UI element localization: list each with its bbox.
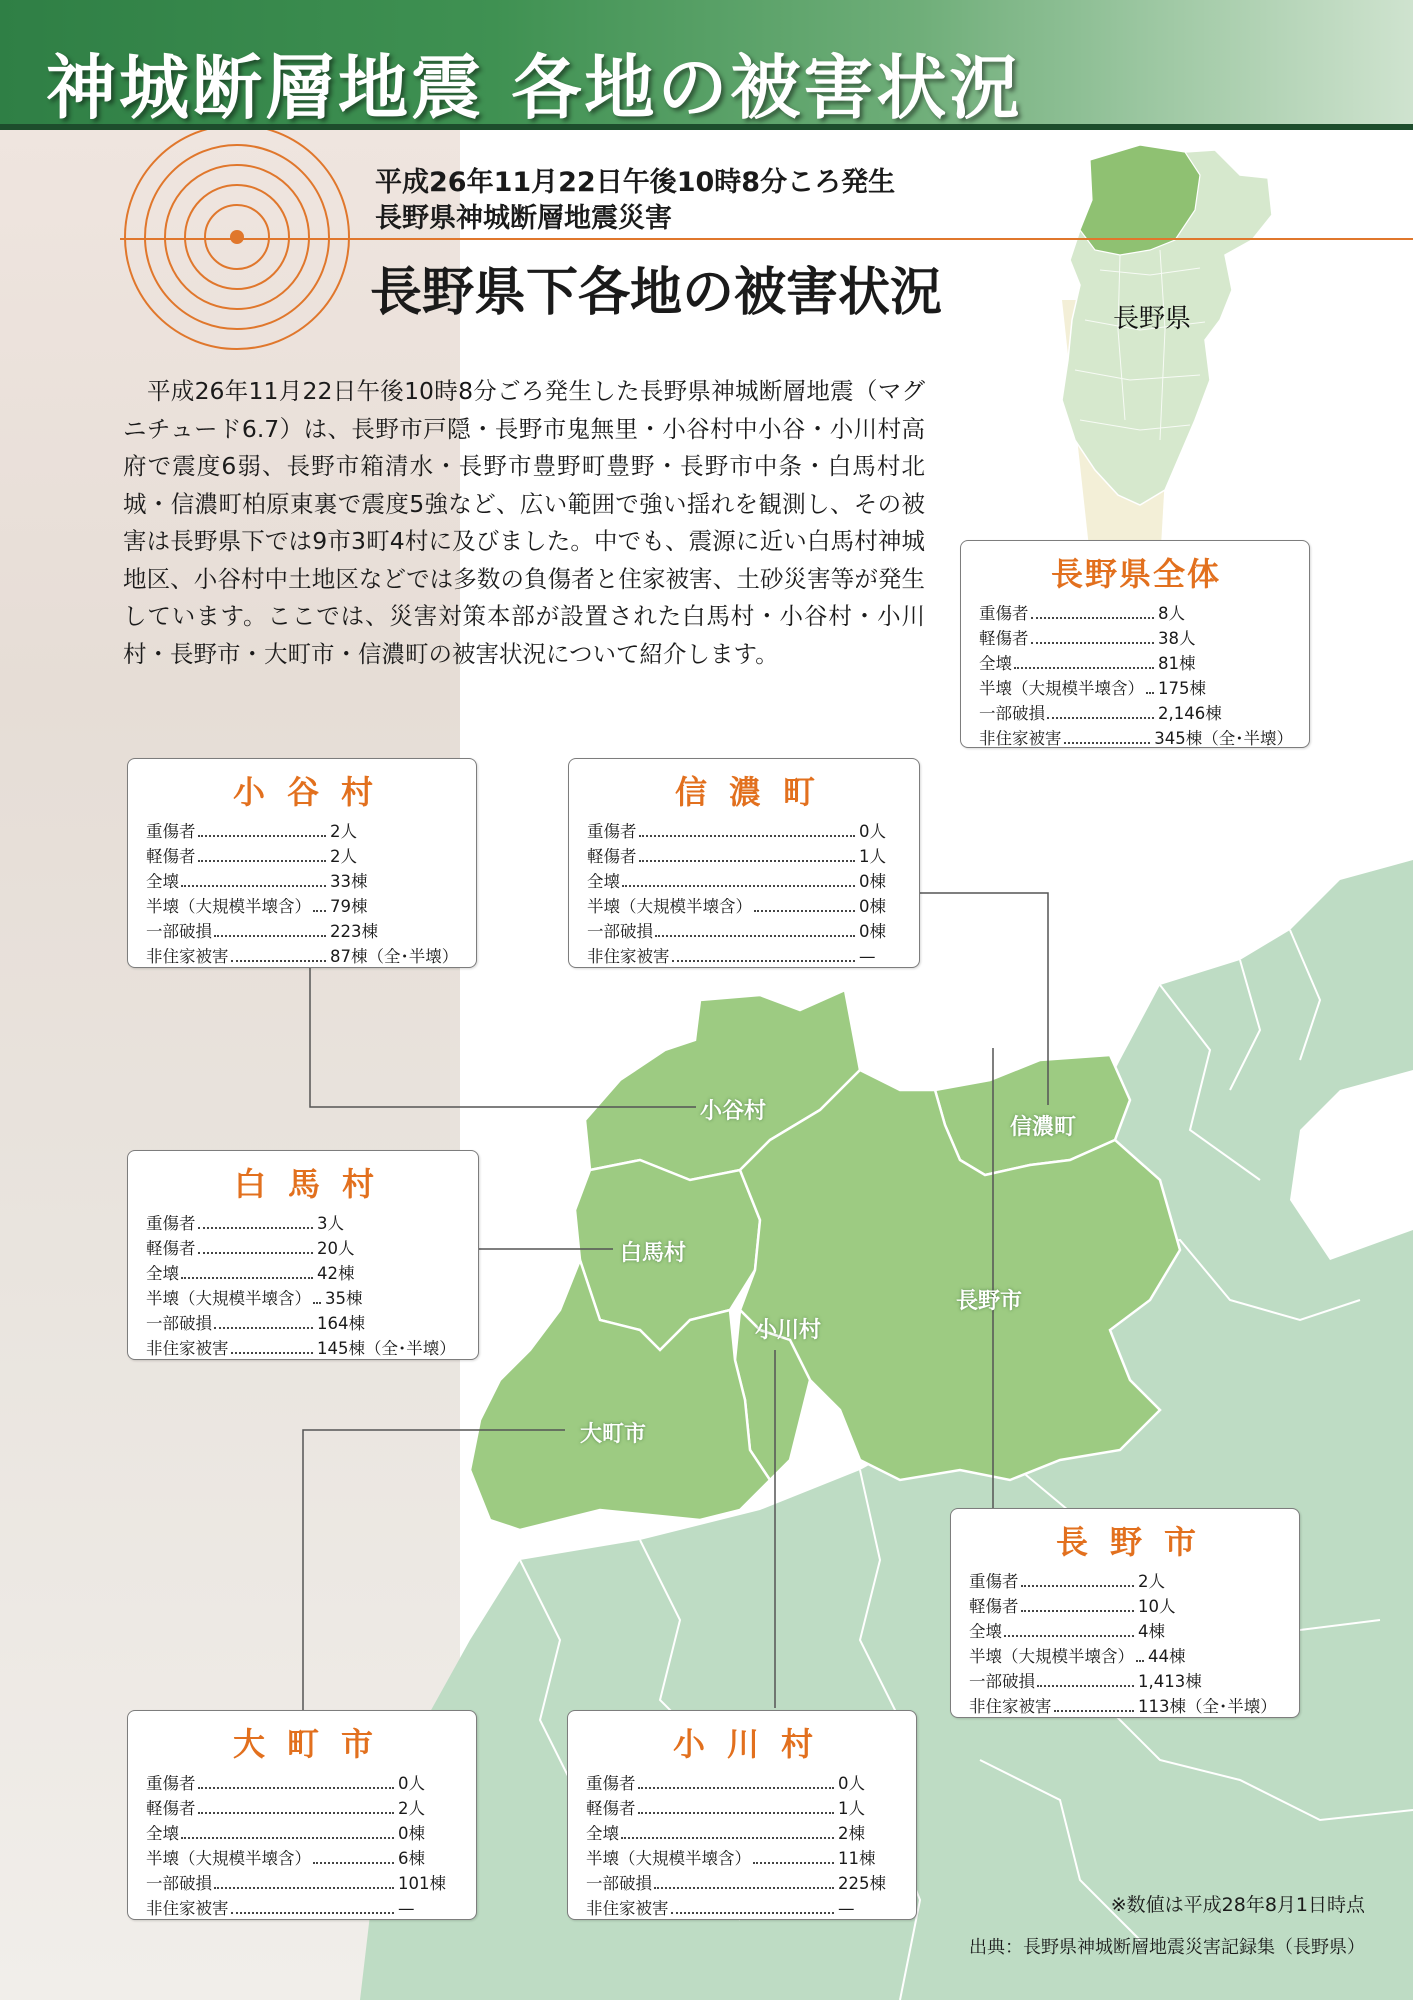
stat-row: 全壊 33棟 <box>146 872 368 891</box>
map-label-omachi: 大町市 <box>580 1422 647 1447</box>
damage-box-prefecture <box>960 540 1310 748</box>
stat-row: 一部破損 0棟 <box>587 922 886 941</box>
damage-box-hakuba <box>127 1150 479 1360</box>
box-title: 長野市 <box>1055 1523 1218 1561</box>
stat-row: 軽傷者 38人 <box>979 629 1196 648</box>
stat-row: 非住家被害 145棟（全･半壊） <box>146 1339 456 1358</box>
map-label-nagano: 長野市 <box>956 1289 1023 1314</box>
stat-row: 半壊（大規模半壊含） 79棟 <box>146 897 368 916</box>
damage-box-nagano <box>950 1508 1300 1718</box>
banner-title: 神城断層地震 各地の被害状況 <box>46 46 1023 129</box>
subtitle-disaster: 長野県神城断層地震災害 <box>375 203 672 234</box>
source-citation: 出典：長野県神城断層地震災害記録集（長野県） <box>969 1937 1365 1958</box>
prefecture-label: 長野県 <box>1113 304 1192 334</box>
stat-row: 全壊 4棟 <box>969 1622 1165 1641</box>
intro-paragraph: 平成26年11月22日午後10時8分ごろ発生した長野県神城断層地震（マグニチュード6.7）は、長野市戸隠・長野市鬼無里・小谷村中小谷・小川村高府で震度6弱、長野市箱清水・長野市豊野町豊野・長野市中条・白馬村北城・信濃町柏原東裏で震度5強など、広い範囲で強い揺れを観測し、その被害は長野県下では9市3町4村に及びました。中でも、震源に近い白馬村神城地区、小谷村中土地区などでは多数の負傷者と住家被害、土砂災害等が発生しています。ここでは、災害対策本部が設置された白馬村・小谷村・小川村・長野市・大町市・信濃町の被害状況について紹介します。 <box>123 377 925 668</box>
box-title: 長野県全体 <box>1050 555 1221 593</box>
map-label-ogawa: 小川村 <box>755 1318 822 1343</box>
stat-row: 全壊 0棟 <box>587 872 886 891</box>
stat-row: 非住家被害 — <box>587 947 876 966</box>
damage-box-otari <box>127 758 477 968</box>
stat-row: 軽傷者 2人 <box>146 847 357 866</box>
stat-row: 一部破損 1,413棟 <box>969 1672 1202 1691</box>
stat-row: 全壊 42棟 <box>146 1264 355 1283</box>
header-rule <box>120 238 1413 240</box>
main-heading: 長野県下各地の被害状況 <box>370 262 943 323</box>
box-title: 小谷村 <box>232 773 395 811</box>
stat-row: 半壊（大規模半壊含） 6棟 <box>146 1849 425 1868</box>
stat-row: 半壊（大規模半壊含） 11棟 <box>586 1849 876 1868</box>
box-title: 小川村 <box>672 1725 835 1763</box>
stat-row: 重傷者 2人 <box>969 1572 1165 1591</box>
stat-row: 重傷者 2人 <box>146 822 357 841</box>
subtitle-date: 平成26年11月22日午後10時8分ころ発生 <box>375 167 896 198</box>
stat-row: 一部破損 2,146棟 <box>979 704 1222 723</box>
stat-row: 非住家被害 113棟（全･半壊） <box>969 1697 1277 1716</box>
box-title: 信濃町 <box>674 773 837 811</box>
stat-row: 全壊 0棟 <box>146 1824 425 1843</box>
stat-row: 重傷者 0人 <box>586 1774 865 1793</box>
epicenter-target-icon <box>125 125 349 349</box>
map-label-otari: 小谷村 <box>700 1099 767 1124</box>
box-title: 白馬村 <box>233 1165 396 1203</box>
damage-box-ogawa <box>567 1710 917 1920</box>
stat-row: 半壊（大規模半壊含） 0棟 <box>587 897 886 916</box>
stat-row: 一部破損 164棟 <box>146 1314 365 1333</box>
stat-row: 軽傷者 20人 <box>146 1239 355 1258</box>
map-label-shinano: 信濃町 <box>1010 1115 1077 1140</box>
stat-row: 一部破損 225棟 <box>586 1874 886 1893</box>
stat-row: 軽傷者 2人 <box>146 1799 425 1818</box>
stat-row: 重傷者 0人 <box>146 1774 425 1793</box>
title-banner <box>0 0 1413 130</box>
stat-row: 一部破損 101棟 <box>146 1874 446 1893</box>
damage-box-shinano <box>568 758 920 968</box>
stat-row: 非住家被害 — <box>586 1899 855 1918</box>
box-title: 大町市 <box>232 1725 395 1763</box>
stat-row: 全壊 2棟 <box>586 1824 865 1843</box>
map-label-hakuba: 白馬村 <box>620 1241 687 1266</box>
stat-row: 軽傷者 10人 <box>969 1597 1176 1616</box>
stat-row: 半壊（大規模半壊含） 35棟 <box>146 1289 363 1308</box>
data-date-note: ※数値は平成28年8月1日時点 <box>1110 1894 1365 1916</box>
stat-row: 半壊（大規模半壊含） 175棟 <box>979 679 1206 698</box>
damage-box-omachi <box>127 1710 477 1920</box>
stat-row: 重傷者 0人 <box>587 822 886 841</box>
stat-row: 重傷者 3人 <box>146 1214 344 1233</box>
stat-row: 非住家被害 87棟（全･半壊） <box>146 947 459 966</box>
stat-row: 軽傷者 1人 <box>587 847 886 866</box>
stat-row: 半壊（大規模半壊含） 44棟 <box>969 1647 1186 1666</box>
stat-row: 重傷者 8人 <box>979 604 1185 623</box>
stat-row: 全壊 81棟 <box>979 654 1196 673</box>
stat-row: 非住家被害 345棟（全･半壊） <box>979 729 1293 748</box>
stat-row: 非住家被害 — <box>146 1899 415 1918</box>
stat-row: 軽傷者 1人 <box>586 1799 865 1818</box>
stat-row: 一部破損 223棟 <box>146 922 378 941</box>
